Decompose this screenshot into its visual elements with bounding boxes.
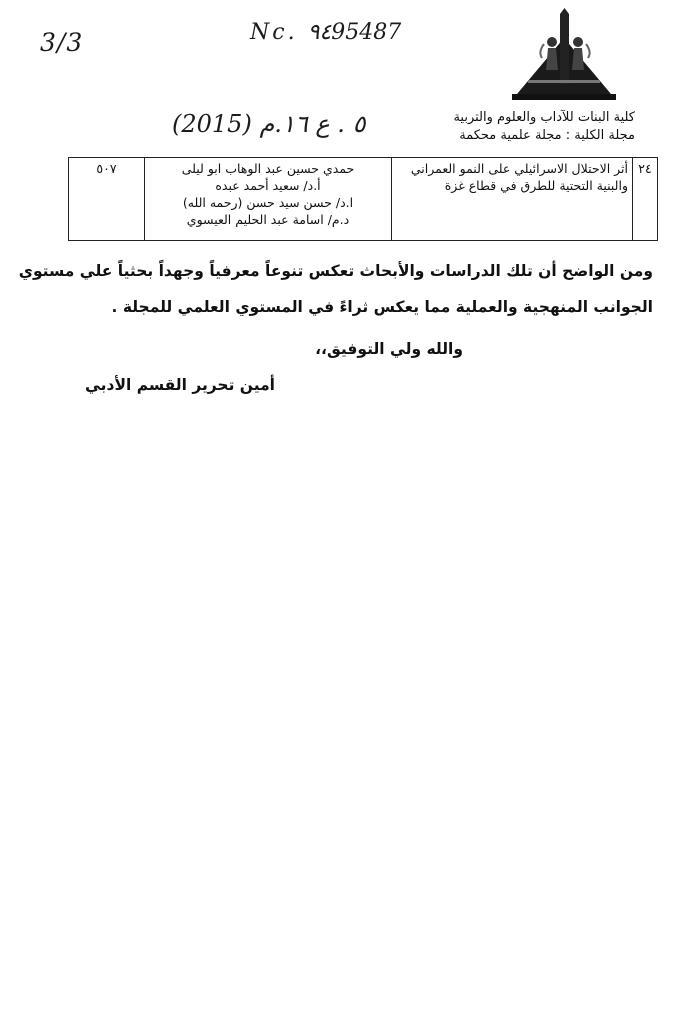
journal-name: مجلة الكلية : مجلة علمية محكمة [459,128,635,143]
signature-title: أمين تحرير القسم الأدبي [85,376,275,394]
research-title: أثر الاحتلال الاسرائيلي على النمو العمراني والبنية التحتية للطرق في قطاع غزة [392,158,633,241]
authors-cell [145,158,392,241]
table-row [69,158,658,241]
author-name: ا.د/ حسن سيد حسن (رحمه الله) [182,195,354,210]
handwritten-document-reference: Nc. ٩٤95487 [250,20,402,45]
handwritten-issue-reference: (2015) ٥ . ع ١٦.م [172,110,366,138]
closing-phrase: والله ولي التوفيق،، [315,340,463,358]
author-name: د.م/ اسامة عبد الحليم العيسوي [186,212,350,227]
row-number: ٢٤ [633,158,658,241]
author-name: حمدي حسين عبد الوهاب ابو ليلى [181,161,355,176]
handwritten-page-number: 3/3 [40,28,84,57]
faculty-name: كلية البنات للآداب والعلوم والتربية [453,110,635,125]
research-table [68,157,658,241]
page-number-cell: ٥٠٧ [69,158,145,241]
body-paragraph-line-2: الجوانب المنهجية والعملية مما يعكس ثراءً في المستوي العلمي للمجلة . [111,298,653,316]
body-paragraph-line-1: ومن الواضح أن تلك الدراسات والأبحاث تعكس تنوعاً معرفياً وجهداً بحثياً علي مستوي [18,262,653,280]
author-name: أ.د/ سعيد أحمد عبده [215,178,321,193]
faculty-logo-icon [508,8,620,104]
